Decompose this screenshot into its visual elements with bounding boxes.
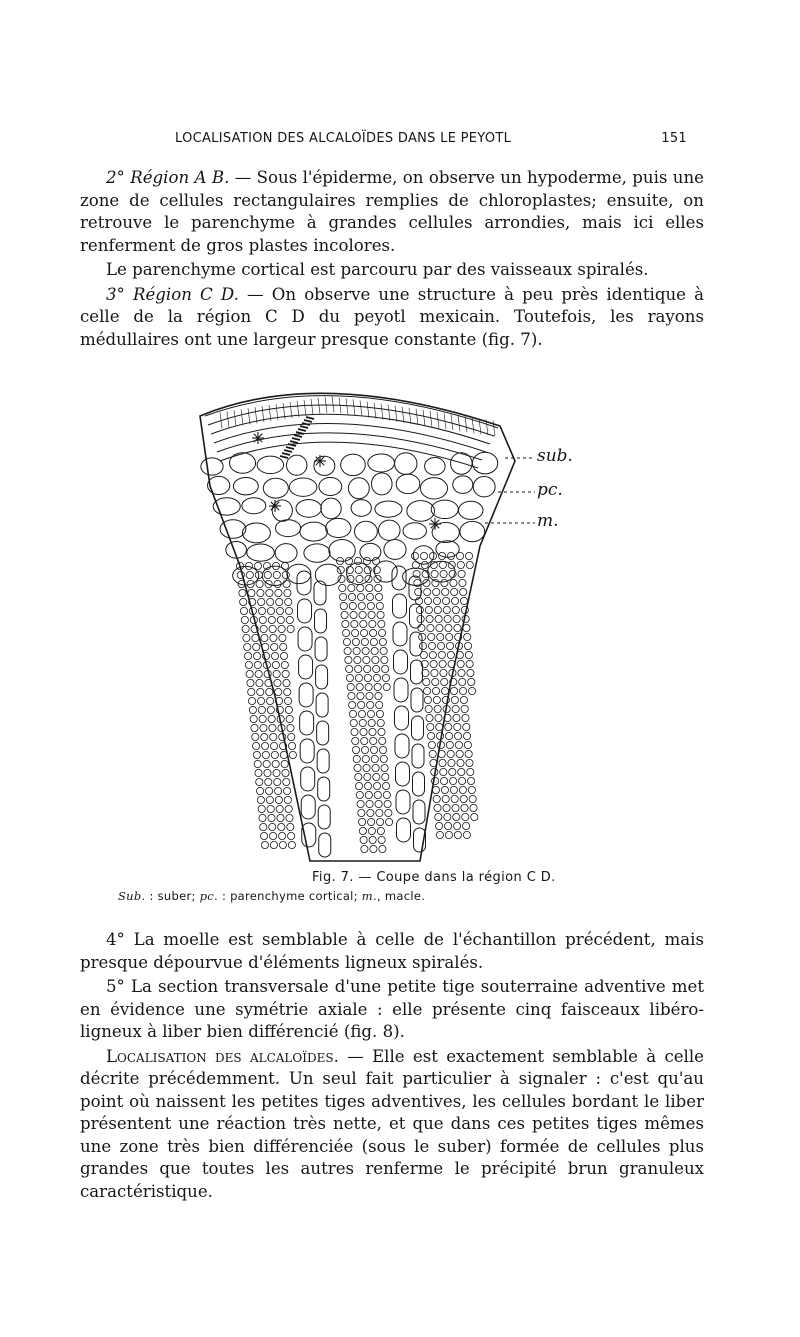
paragraph-text: 5° La section transversale d'une petite tige souterraine adventive met en évidence une symétrie axiale : elle présente cinq faisceaux libéro-ligneux à liber bien différencié (fig. 8). — [80, 977, 704, 1041]
paragraph-lead: 2° Région A B. — [106, 168, 230, 187]
paragraph-text: — Sous l'épiderme, on observe un hypoderme, puis une zone de cellules rectangulaires remplies de chloroplastes; ensuite, on retrouve le parenchyme à grandes cellules arrondies, mais ici elles renferment de gros plastes incolores. — [80, 168, 704, 255]
legend-sub-abbr: Sub. — [118, 889, 146, 903]
paragraph-region-ab — [80, 167, 704, 257]
text-block-top — [80, 167, 704, 351]
page-number: 151 — [661, 131, 687, 146]
paragraph-localisation — [80, 1046, 704, 1204]
legend-sub-def: : suber; — [145, 889, 200, 903]
label-pc: pc. — [537, 480, 563, 500]
figure-7-illustration — [180, 366, 620, 866]
paragraph-region-cd — [80, 284, 704, 352]
label-m: m. — [537, 511, 559, 531]
paragraph-vessels — [80, 259, 704, 282]
figure-caption: Fig. 7. — Coupe dans la région C D. — [312, 870, 556, 885]
label-sub: sub. — [537, 446, 573, 466]
text-block-bottom — [80, 929, 704, 1203]
legend-m-abbr: m. — [361, 889, 377, 903]
paragraph-text: 4° La moelle est semblable à celle de l'échantillon précédent, mais presque dépourvue d'éléments ligneux spiralés. — [80, 930, 704, 972]
tissue-section-drawing — [180, 366, 620, 866]
legend-m-def: , macle. — [376, 889, 426, 903]
figure-legend — [118, 889, 425, 903]
paragraph-lead: 3° Région C D. — [106, 284, 239, 304]
paragraph-lead: Localisation des alcaloïdes. — [106, 1046, 339, 1066]
paragraph-adventive-stem — [80, 976, 704, 1044]
paragraph-text: — Elle est exactement semblable à celle décrite précédemment. Un seul fait particulier à signaler : c'est qu'au point où naissent les petites tiges adventives, les cellules bordant le liber présentent une réaction très nette, et que dans ces petites tiges mêmes une zone très bien différenciée (sous le suber) formée de cellules plus grandes que toutes les autres renferme le précipité brun granuleux caractéristique. — [80, 1046, 704, 1201]
paragraph-text: — On observe une structure à peu près identique à celle de la région C D du peyotl mexicain. Toutefois, les rayons médullaires ont une largeur presque constante (fig. 7). — [80, 284, 704, 349]
running-head-title: LOCALISATION DES ALCALOÏDES DANS LE PEYOTL — [175, 131, 512, 146]
legend-pc-def: : parenchyme cortical; — [217, 889, 362, 903]
paragraph-medulla — [80, 929, 704, 974]
paragraph-text: Le parenchyme cortical est parcouru par des vaisseaux spiralés. — [106, 260, 649, 279]
running-head — [175, 131, 687, 146]
legend-pc-abbr: pc. — [199, 889, 218, 903]
